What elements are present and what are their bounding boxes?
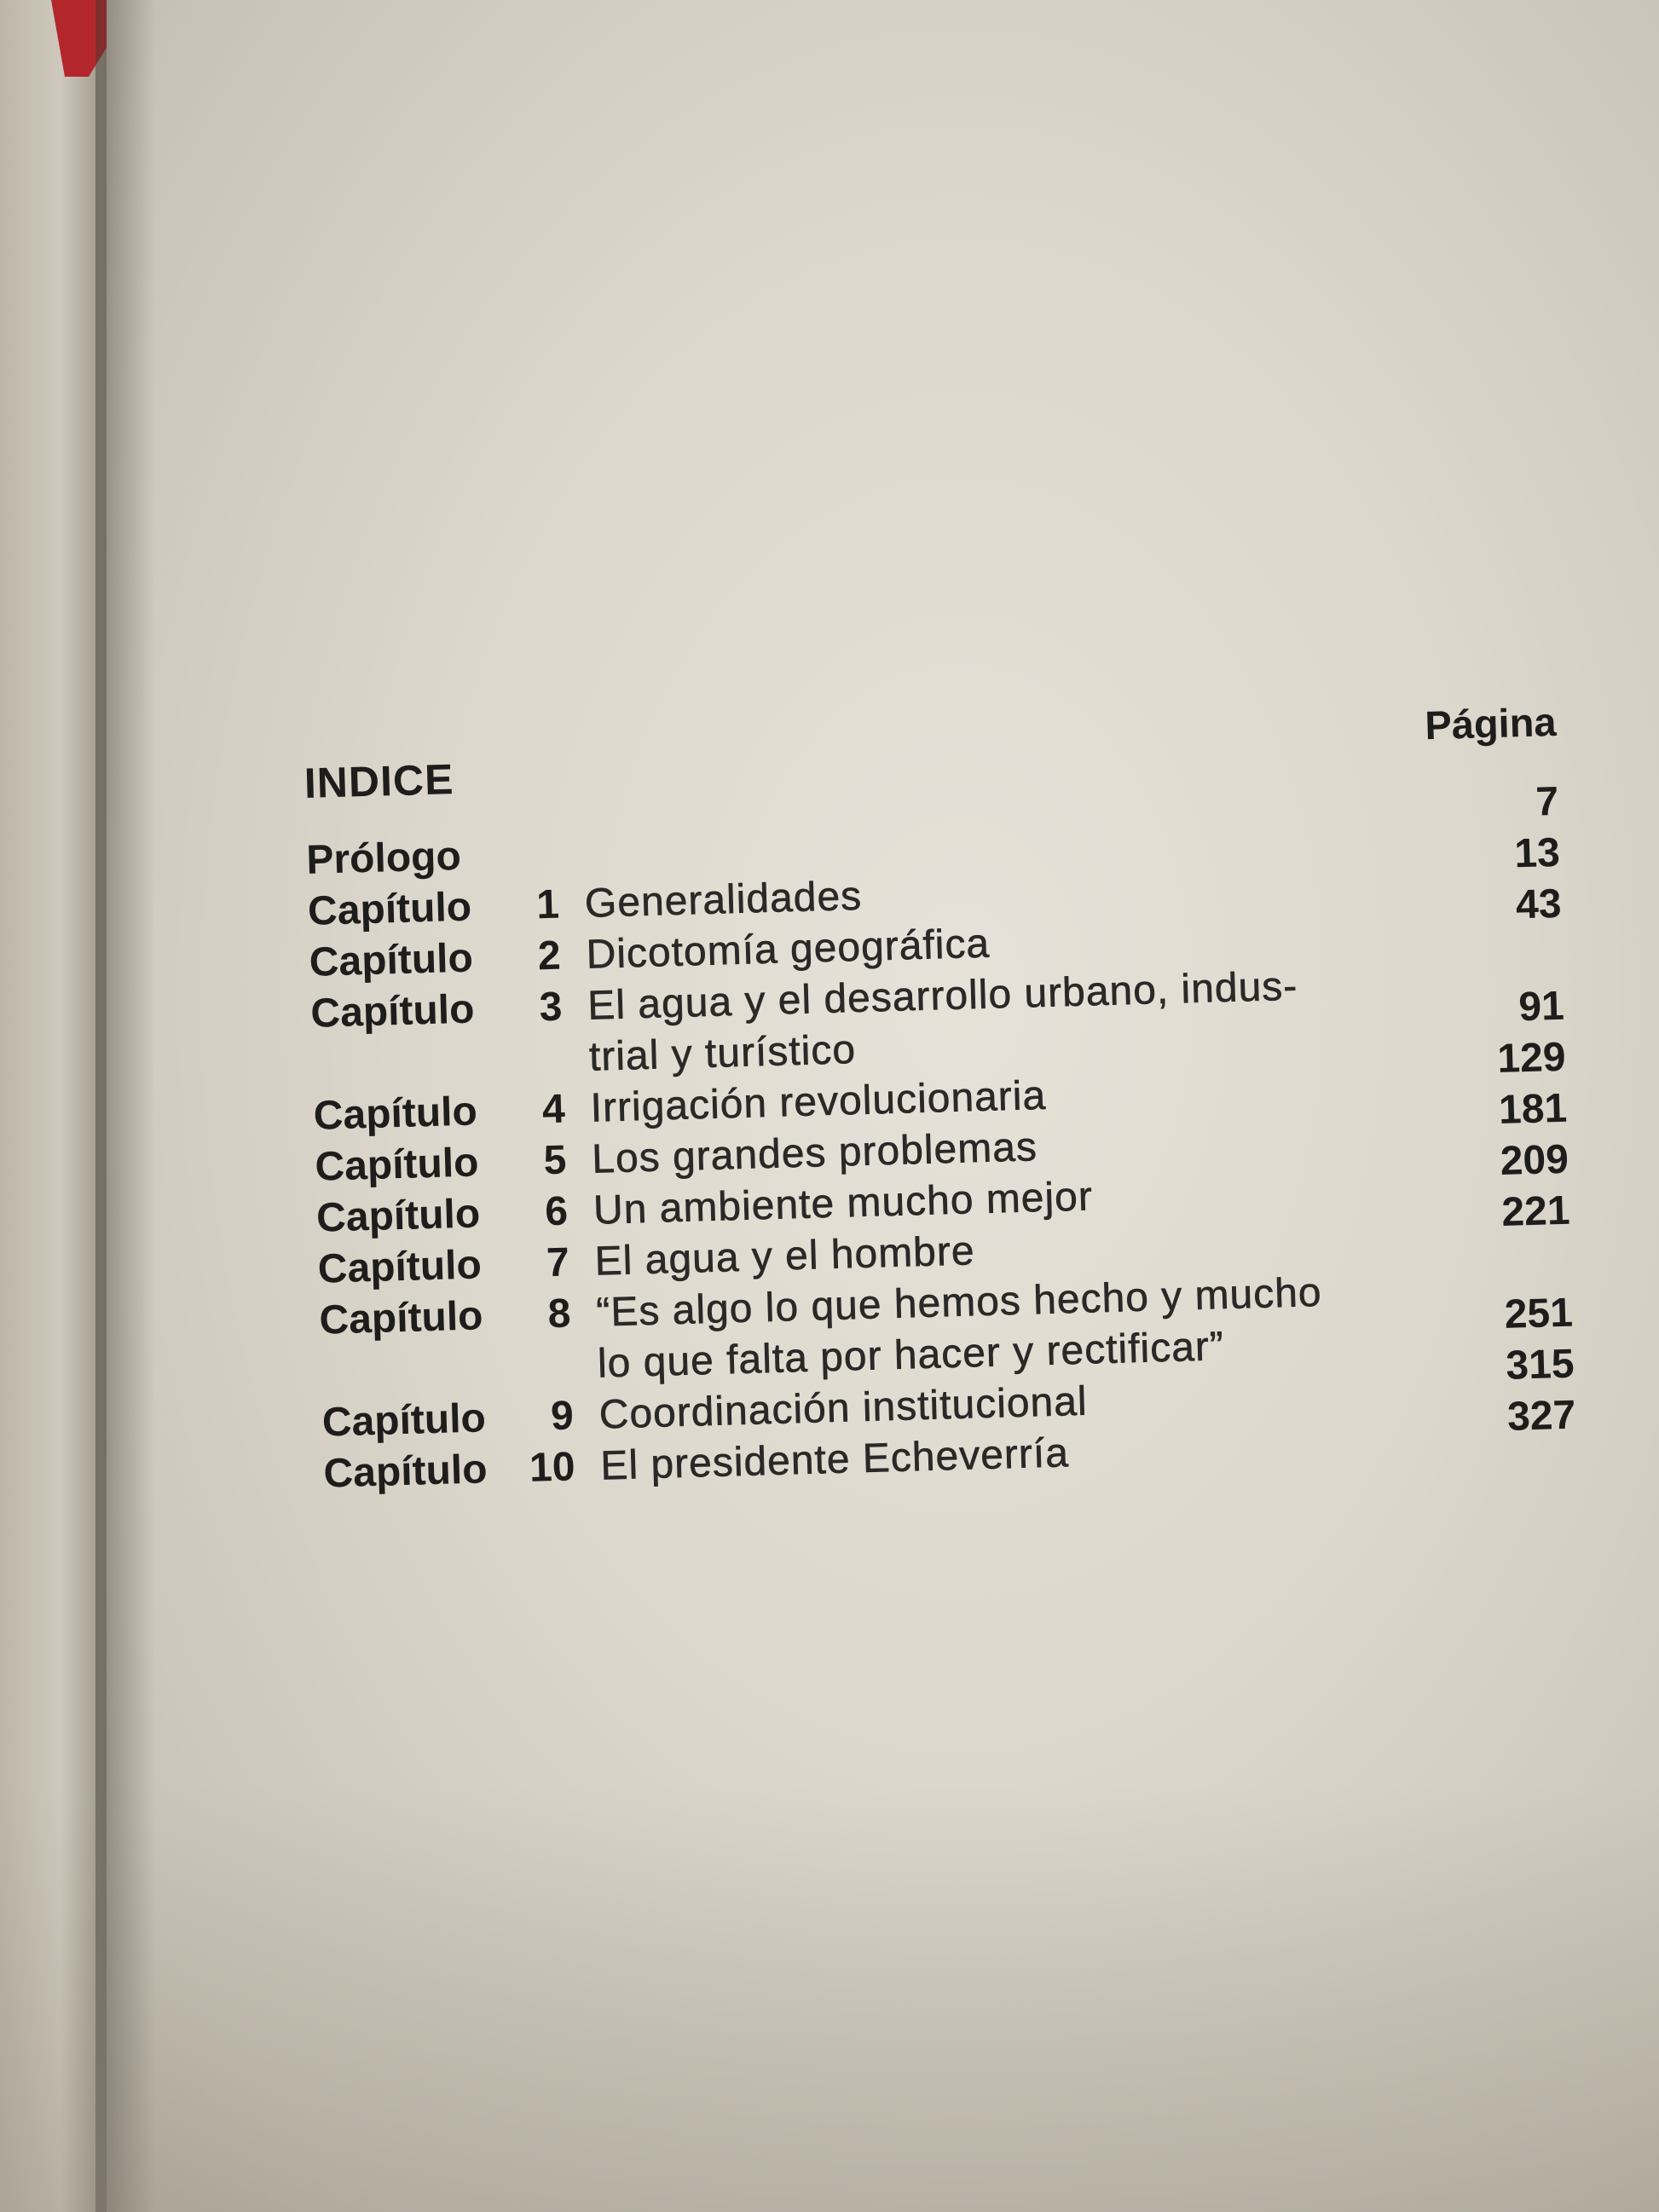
chapter-title-line-1: “Es algo lo que hemos hecho y mucho — [595, 1269, 1323, 1336]
chapter-number: 4 — [541, 1086, 566, 1133]
chapter-title: Un ambiente mucho mejor — [592, 1174, 1094, 1233]
entry-page-number: 181 — [1498, 1085, 1568, 1133]
entry-page-number: 251 — [1504, 1290, 1574, 1337]
chapter-title-line-2: trial y turístico — [588, 1027, 857, 1080]
entry-page-number: 43 — [1515, 881, 1563, 928]
chapter-number: 2 — [537, 933, 562, 979]
chapter-title-line-1: El agua y el desarrollo urbano, indus- — [587, 963, 1298, 1029]
entry-label: Capítulo — [315, 1191, 481, 1241]
chapter-title: El presidente Echeverría — [599, 1430, 1070, 1489]
page-column-label: Página — [1424, 698, 1558, 748]
chapter-title: Los grandes problemas — [591, 1124, 1038, 1182]
entry-label: Prólogo — [305, 833, 462, 883]
chapter-number: 7 — [546, 1239, 570, 1286]
entry-page-number: 315 — [1505, 1341, 1575, 1389]
chapter-title: El agua y el hombre — [593, 1228, 976, 1285]
chapter-number: 8 — [546, 1291, 572, 1337]
entry-page-number: 221 — [1500, 1187, 1571, 1235]
table-of-contents — [303, 690, 1579, 1577]
chapter-number: 3 — [538, 984, 564, 1031]
entry-label: Capítulo — [307, 884, 472, 934]
entry-page-number: 327 — [1506, 1392, 1576, 1440]
entry-page-number: 129 — [1496, 1034, 1567, 1083]
chapter-number: 10 — [529, 1444, 576, 1491]
entry-label: Capítulo — [309, 935, 474, 985]
chapter-number: 6 — [544, 1188, 569, 1235]
chapter-title: Coordinación institucional — [598, 1378, 1089, 1438]
entry-label: Capítulo — [313, 1089, 478, 1139]
chapter-title-line-2: lo que falta por hacer y rectificar” — [597, 1324, 1225, 1387]
chapter-number: 9 — [550, 1393, 575, 1440]
chapter-number: 1 — [535, 881, 560, 928]
page-shading — [0, 1786, 1659, 2212]
entry-page-number: 13 — [1513, 829, 1561, 877]
entry-page-number: 209 — [1500, 1136, 1569, 1184]
chapter-title: Generalidades — [584, 873, 863, 927]
entry-label: Capítulo — [309, 986, 476, 1037]
entry-label: Capítulo — [321, 1395, 487, 1446]
entry-label: Capítulo — [318, 1293, 484, 1343]
entry-page-number: 7 — [1535, 778, 1559, 825]
entry-label: Capítulo — [314, 1140, 480, 1190]
toc-heading: INDICE — [303, 755, 455, 807]
chapter-title: Dicotomía geográfica — [585, 921, 991, 978]
entry-page-number: 91 — [1517, 983, 1565, 1031]
chapter-title: Irrigación revolucionaria — [589, 1072, 1047, 1131]
entry-label: Capítulo — [322, 1447, 488, 1497]
entry-label: Capítulo — [317, 1242, 483, 1292]
chapter-number: 5 — [542, 1137, 568, 1184]
